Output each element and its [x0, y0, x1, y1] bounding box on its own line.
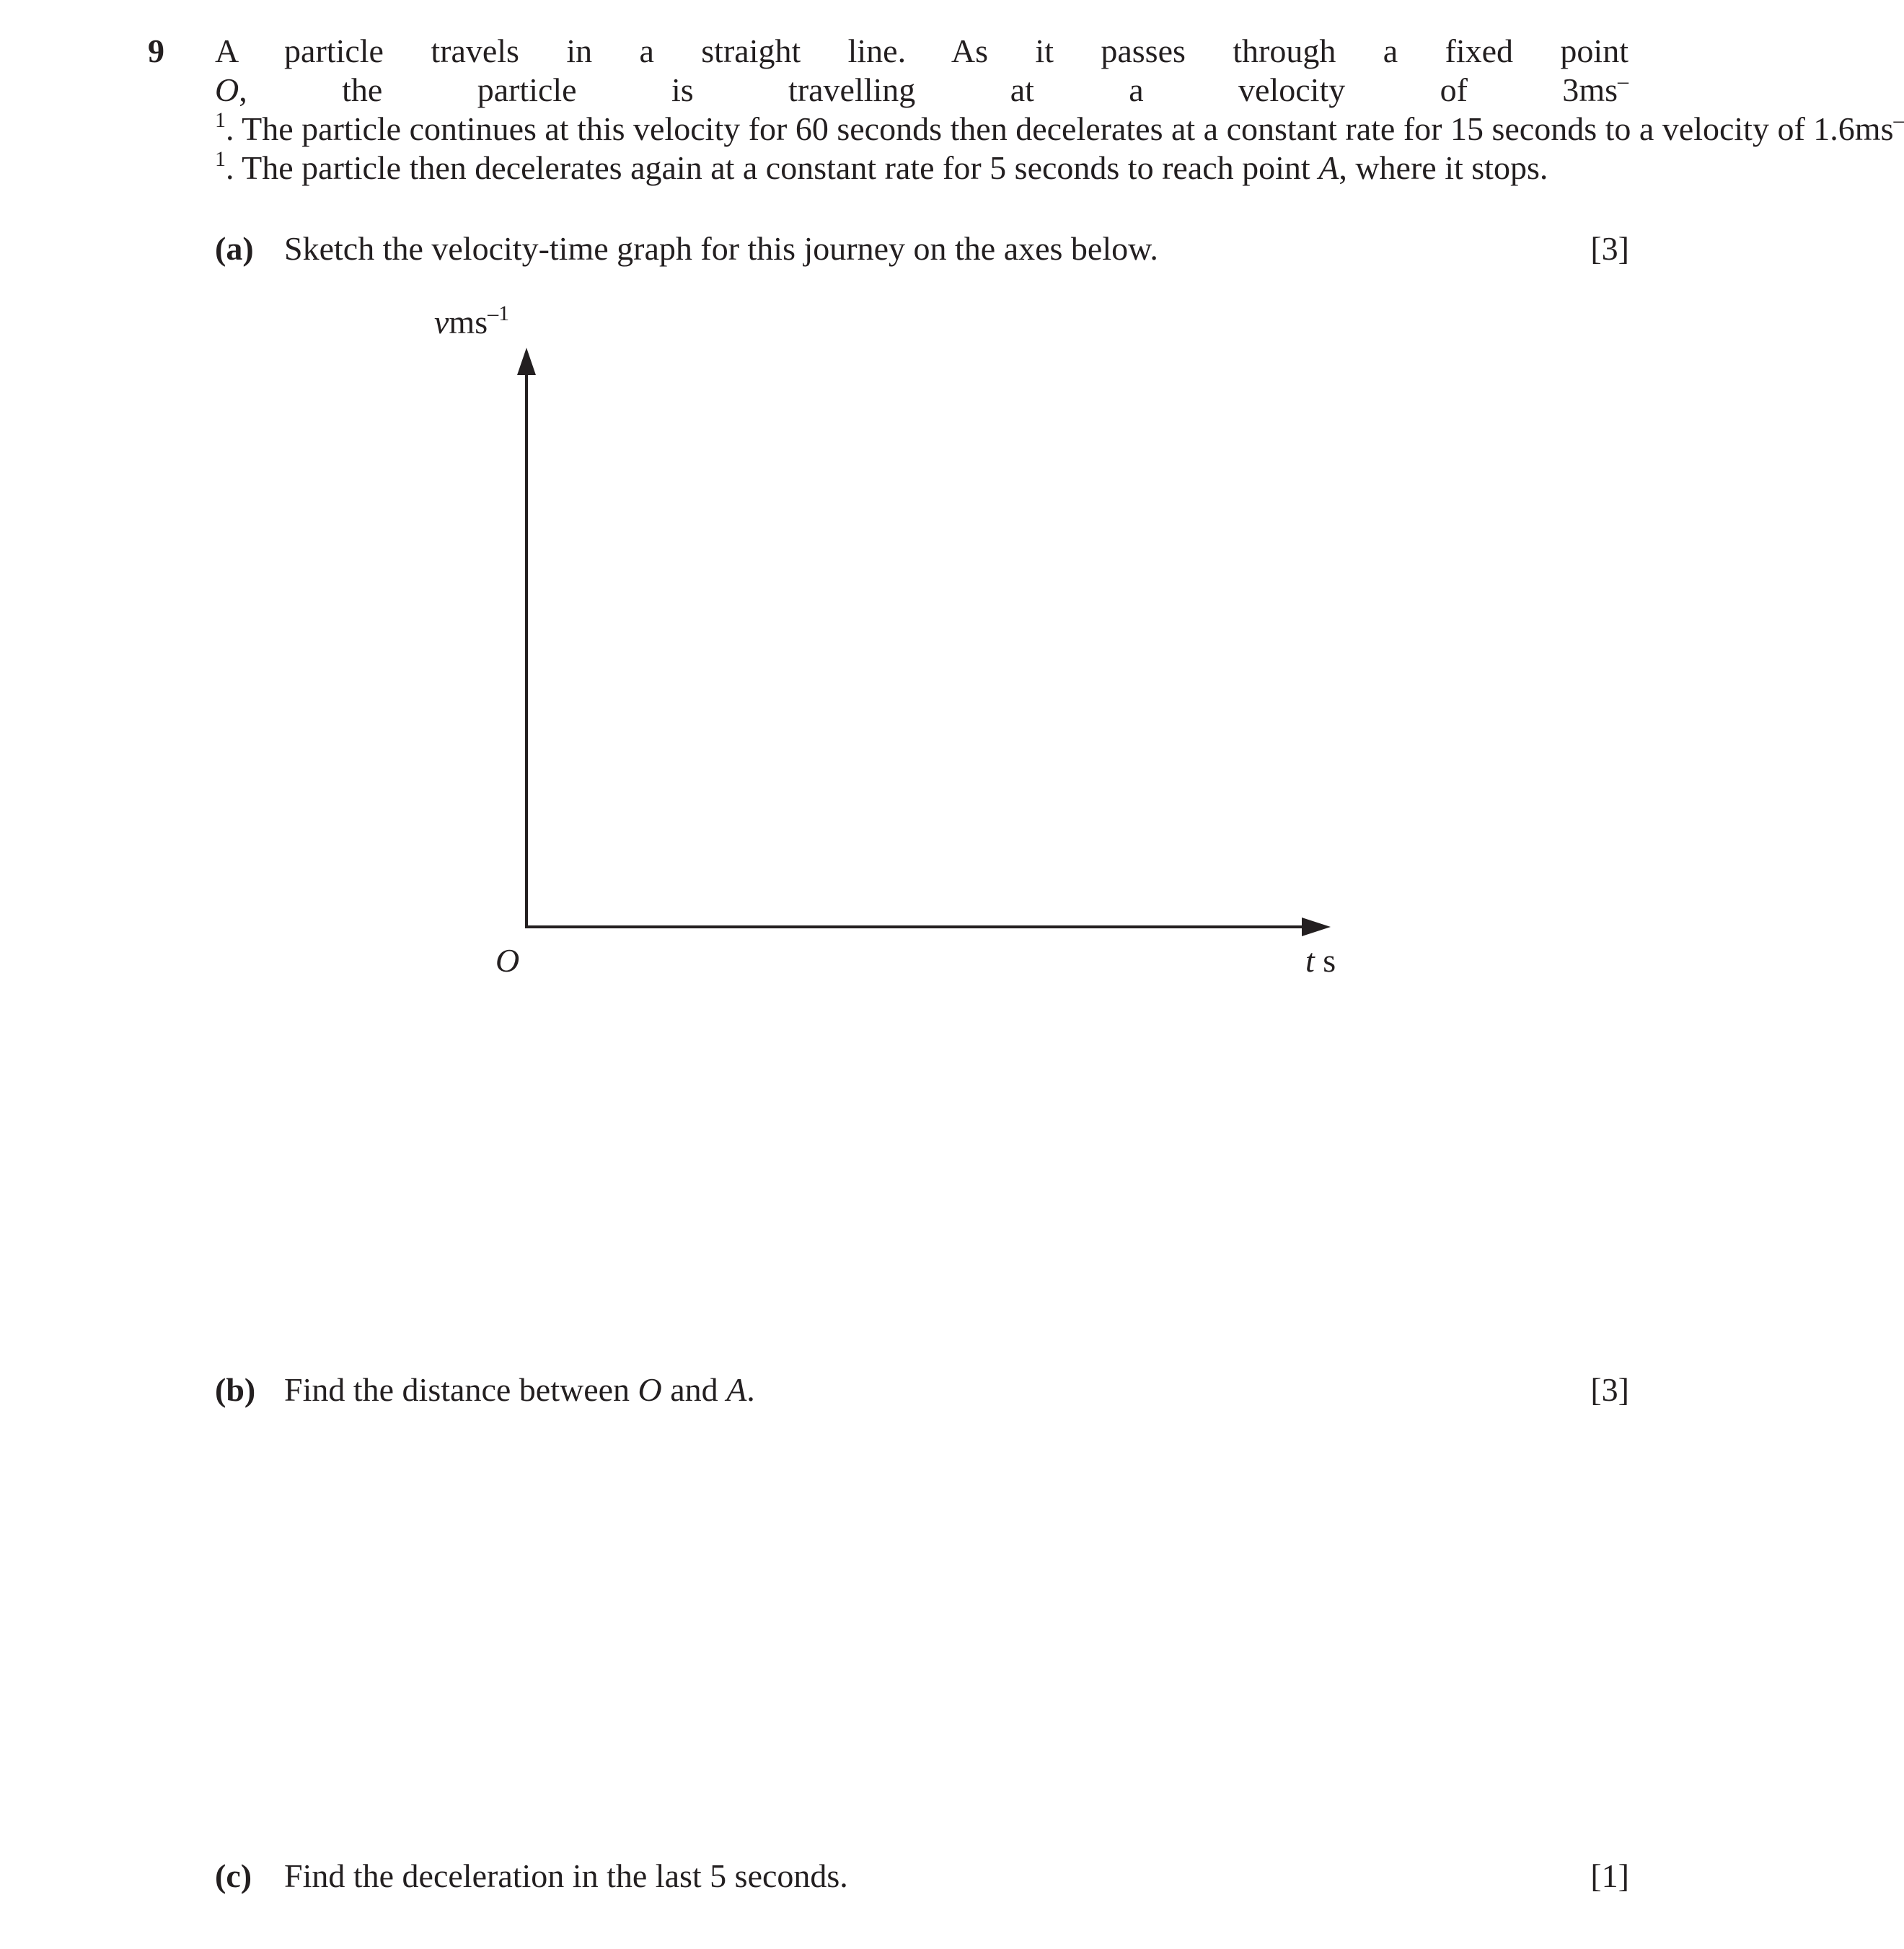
origin-letter: O — [495, 942, 520, 979]
unit-exponent-2: –1 — [215, 107, 1904, 171]
stem-text-1: A particle travels in a straight line. As it passes through a fixed point — [215, 32, 1628, 69]
part-b-point-o: O — [638, 1371, 662, 1408]
part-b-marks: [3] — [1590, 1371, 1629, 1408]
part-a-marks: [3] — [1590, 230, 1629, 267]
part-c-label: (c) — [215, 1857, 252, 1894]
part-c — [215, 1857, 848, 1896]
part-a — [215, 229, 1158, 268]
part-b-text-1: Find the distance between — [284, 1371, 630, 1408]
question-number: 9 — [148, 32, 164, 69]
y-axis-variable: v — [434, 304, 449, 340]
part-b-text-3: . — [746, 1371, 755, 1408]
part-c-marks: [1] — [1590, 1857, 1629, 1894]
unit-exponent-1: –1 — [215, 69, 1628, 132]
x-axis-arrow — [1302, 918, 1331, 936]
part-c-text: Find the deceleration in the last 5 seconds. — [284, 1857, 848, 1894]
part-a-text: Sketch the velocity-time graph for this journey on the axes below. — [284, 230, 1158, 267]
x-axis-label — [1305, 941, 1336, 980]
stem-text-2: , the particle is travelling at a velocity of 3 — [239, 71, 1579, 108]
y-axis-unit: ms — [449, 304, 488, 340]
y-axis-unit-exponent: –1 — [488, 301, 510, 325]
axes-svg — [404, 303, 1378, 1010]
question-stem — [215, 32, 1904, 188]
y-axis-label — [434, 303, 509, 342]
stem-text-5: , where it stops. — [1339, 149, 1548, 186]
x-axis-unit: s — [1323, 942, 1336, 979]
unit-ms-2: ms — [1854, 110, 1894, 147]
part-b-text-2: and — [670, 1371, 718, 1408]
x-axis-variable: t — [1305, 942, 1315, 979]
part-b-point-a: A — [726, 1371, 747, 1408]
part-b — [215, 1371, 755, 1409]
y-axis-arrow — [517, 348, 536, 375]
part-a-label: (a) — [215, 230, 254, 267]
point-o: O — [215, 71, 239, 108]
stem-text-3: . The particle continues at this velocity for 60 seconds then decelerates at a constant rate for 15 seconds to a velocity of 1.6 — [226, 110, 1855, 147]
unit-ms-1: ms — [1579, 71, 1618, 108]
part-b-label: (b) — [215, 1371, 256, 1408]
stem-text-4: . The particle then decelerates again at a constant rate for 5 seconds to reach point — [226, 149, 1310, 186]
velocity-time-axes — [404, 303, 1378, 1013]
point-a: A — [1318, 149, 1339, 186]
origin-label — [495, 941, 519, 980]
